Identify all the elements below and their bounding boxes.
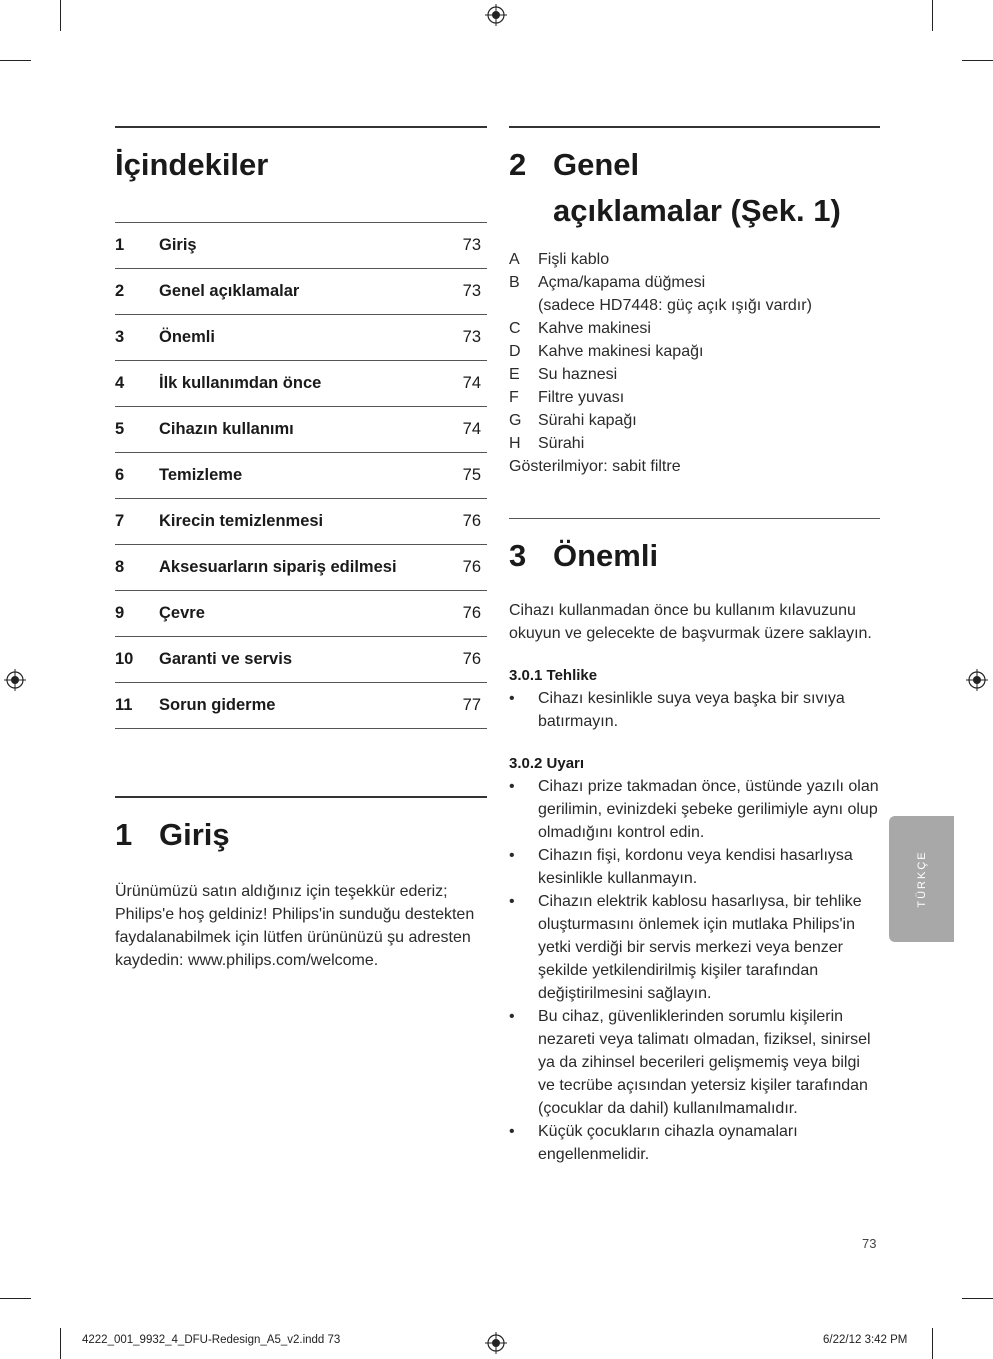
section-number: 3 xyxy=(509,538,527,573)
part-label: Kahve makinesi xyxy=(538,320,651,337)
section-number: 2 xyxy=(509,147,527,182)
bullet-text: Bu cihaz, güvenliklerinden sorumlu kişilerin nezareti veya talimatı olmadan, fiziksel, sinirsel ya da zihinsel becerileri gelişmemiş veya bilgi ve tecrübe açısından yetersiz kişiler tarafından (çocuklar da dahil) kullanılmamalıdır. xyxy=(538,1008,871,1117)
right-column xyxy=(509,126,880,1166)
list-item xyxy=(509,271,880,294)
toc-entry-label: Çevre xyxy=(159,604,205,622)
divider xyxy=(509,126,880,128)
subsection-heading-warning: 3.0.2 Uyarı xyxy=(509,755,585,772)
danger-list xyxy=(509,687,880,733)
bullet-text: Cihazı prize takmadan önce, üstünde yazılı olan gerilimin, evinizdeki şebeke gerilimiyle aynı olup olmadığını kontrol edin. xyxy=(538,778,879,841)
section-heading xyxy=(509,533,880,579)
toc-entry-page: 73 xyxy=(462,328,481,346)
part-letter: G xyxy=(509,412,522,429)
list-item xyxy=(509,409,880,432)
part-label: Açma/kapama düğmesi xyxy=(538,274,706,291)
part-letter: H xyxy=(509,435,521,452)
section-intro: Cihazı kullanmadan önce bu kullanım kılavuzunu okuyun ve gelecekte de başvurmak üzere saklayın. xyxy=(509,602,872,642)
crop-mark xyxy=(962,60,993,61)
toc-entry[interactable] xyxy=(115,453,487,499)
part-label: Sürahi kapağı xyxy=(538,412,637,429)
footer-file-info: 4222_001_9932_4_DFU-Redesign_A5_v2.indd 73 xyxy=(82,1334,341,1346)
toc-entry-number: 11 xyxy=(115,696,133,714)
toc-entry-number: 8 xyxy=(115,558,125,576)
toc-entry-label: İlk kullanımdan önce xyxy=(159,374,322,392)
registration-mark-icon xyxy=(4,669,26,691)
warning-list xyxy=(509,775,880,1166)
section-title xyxy=(553,142,880,234)
toc-entry-label: Kirecin temizlenmesi xyxy=(159,512,324,530)
list-item xyxy=(509,340,880,363)
crop-mark xyxy=(0,1298,31,1299)
section-title-line: Genel xyxy=(553,147,640,182)
list-item xyxy=(509,890,880,1005)
bullet-icon: • xyxy=(509,1008,515,1025)
list-item xyxy=(509,363,880,386)
crop-mark xyxy=(932,1328,933,1359)
part-label: Fişli kablo xyxy=(538,251,610,268)
bullet-icon: • xyxy=(509,1123,515,1140)
registration-mark-icon xyxy=(485,1332,507,1354)
toc-entry-page: 76 xyxy=(462,604,481,622)
toc-entry-label: Cihazın kullanımı xyxy=(159,420,294,438)
part-letter: A xyxy=(509,251,520,268)
toc-entry-page: 76 xyxy=(462,512,481,530)
part-letter: B xyxy=(509,274,520,291)
toc-entry-number: 4 xyxy=(115,374,125,392)
toc-entry[interactable] xyxy=(115,407,487,453)
crop-mark xyxy=(962,1298,993,1299)
divider xyxy=(115,796,487,798)
toc-entry-page: 76 xyxy=(462,650,481,668)
bullet-text: Cihazı kesinlikle suya veya başka bir sıvıya batırmayın. xyxy=(538,690,845,730)
footer-timestamp: 6/22/12 3:42 PM xyxy=(823,1334,908,1346)
toc-entry[interactable] xyxy=(115,223,487,269)
toc-entry-page: 76 xyxy=(462,558,481,576)
toc-entry-number: 2 xyxy=(115,282,125,300)
registration-mark-icon xyxy=(966,669,988,691)
toc-entry-page: 73 xyxy=(462,236,481,254)
divider xyxy=(509,518,880,519)
part-letter: E xyxy=(509,366,520,383)
toc-entry-number: 3 xyxy=(115,328,125,346)
list-item xyxy=(509,844,880,890)
list-item xyxy=(509,1005,880,1120)
list-item xyxy=(509,248,880,271)
toc-entry-number: 6 xyxy=(115,466,125,484)
list-item xyxy=(509,386,880,409)
bullet-icon: • xyxy=(509,847,515,864)
page-number: 73 xyxy=(862,1236,877,1251)
list-item xyxy=(509,317,880,340)
toc-entry-page: 74 xyxy=(462,374,481,392)
toc-entry-label: Giriş xyxy=(159,236,197,254)
toc-entry-number: 5 xyxy=(115,420,125,438)
list-item xyxy=(509,432,880,455)
toc-entry[interactable] xyxy=(115,637,487,683)
not-shown-note: Gösterilmiyor: sabit filtre xyxy=(509,458,681,475)
part-label: Kahve makinesi kapağı xyxy=(538,343,704,360)
language-tab xyxy=(889,816,954,942)
section-heading xyxy=(115,812,487,858)
section-title-line: açıklamalar (Şek. 1) xyxy=(553,193,841,228)
part-label: Sürahi xyxy=(538,435,585,452)
list-item xyxy=(509,775,880,844)
toc-entry-page: 77 xyxy=(462,696,481,714)
toc-entry-label: Sorun giderme xyxy=(159,696,276,714)
toc-entry[interactable] xyxy=(115,269,487,315)
section-heading xyxy=(509,142,880,234)
part-letter: F xyxy=(509,389,519,406)
part-letter: C xyxy=(509,320,521,337)
part-label: Filtre yuvası xyxy=(538,389,625,406)
divider xyxy=(115,126,487,128)
table-of-contents xyxy=(115,222,487,729)
toc-entry[interactable] xyxy=(115,499,487,545)
crop-mark xyxy=(60,1328,61,1359)
subsection-heading-danger: 3.0.1 Tehlike xyxy=(509,667,598,684)
parts-list xyxy=(509,248,880,478)
toc-entry[interactable] xyxy=(115,545,487,591)
crop-mark xyxy=(60,0,61,31)
part-label: Su haznesi xyxy=(538,366,618,383)
toc-entry[interactable] xyxy=(115,361,487,407)
toc-entry-label: Garanti ve servis xyxy=(159,650,292,668)
part-letter: D xyxy=(509,343,521,360)
intro-paragraph: Ürünümüzü satın aldığınız için teşekkür ederiz; Philips'e hoş geldiniz! Philips'in sunduğu destekten faydalanabilmek için lütfen ürününüzü şu adresten kaydedin: www.philips.com/welcome. xyxy=(115,883,475,969)
section-title: Önemli xyxy=(553,538,659,573)
crop-mark xyxy=(0,60,31,61)
section-title: Giriş xyxy=(159,817,230,852)
bullet-text: Küçük çocukların cihazla oynamaları engellenmelidir. xyxy=(538,1123,798,1163)
toc-entry-label: Aksesuarların sipariş edilmesi xyxy=(159,558,397,576)
bullet-icon: • xyxy=(509,893,515,910)
toc-entry-page: 73 xyxy=(462,282,481,300)
part-note: (sadece HD7448: güç açık ışığı vardır) xyxy=(538,297,812,314)
toc-entry-page: 74 xyxy=(462,420,481,438)
section-number: 1 xyxy=(115,817,133,852)
toc-entry[interactable] xyxy=(115,315,487,361)
toc-entry[interactable] xyxy=(115,683,487,729)
bullet-text: Cihazın elektrik kablosu hasarlıysa, bir tehlike oluşturmasını önlemek için mutlaka Philips'in yetki verdiği bir servis merkezi veya benzer şekilde yetkilendirilmiş kişiler tarafından değiştirilmesini sağlayın. xyxy=(538,893,862,1002)
toc-entry-label: Genel açıklamalar xyxy=(159,282,300,300)
toc-entry-label: Temizleme xyxy=(159,466,243,484)
crop-mark xyxy=(932,0,933,31)
bullet-icon: • xyxy=(509,690,515,707)
bullet-text: Cihazın fişi, kordonu veya kendisi hasarlıysa kesinlikle kullanmayın. xyxy=(538,847,853,887)
list-item xyxy=(509,687,880,733)
language-tab-label: TÜRKÇE xyxy=(915,850,928,908)
bullet-icon: • xyxy=(509,778,515,795)
toc-title: İçindekiler xyxy=(115,147,269,182)
toc-entry-label: Önemli xyxy=(159,328,215,346)
toc-entry-number: 10 xyxy=(115,650,134,668)
registration-mark-icon xyxy=(485,4,507,26)
toc-entry[interactable] xyxy=(115,591,487,637)
toc-entry-page: 75 xyxy=(462,466,481,484)
toc-entry-number: 9 xyxy=(115,604,125,622)
toc-entry-number: 1 xyxy=(115,236,125,254)
toc-entry-number: 7 xyxy=(115,512,125,530)
left-column xyxy=(115,126,487,988)
list-item xyxy=(509,1120,880,1166)
